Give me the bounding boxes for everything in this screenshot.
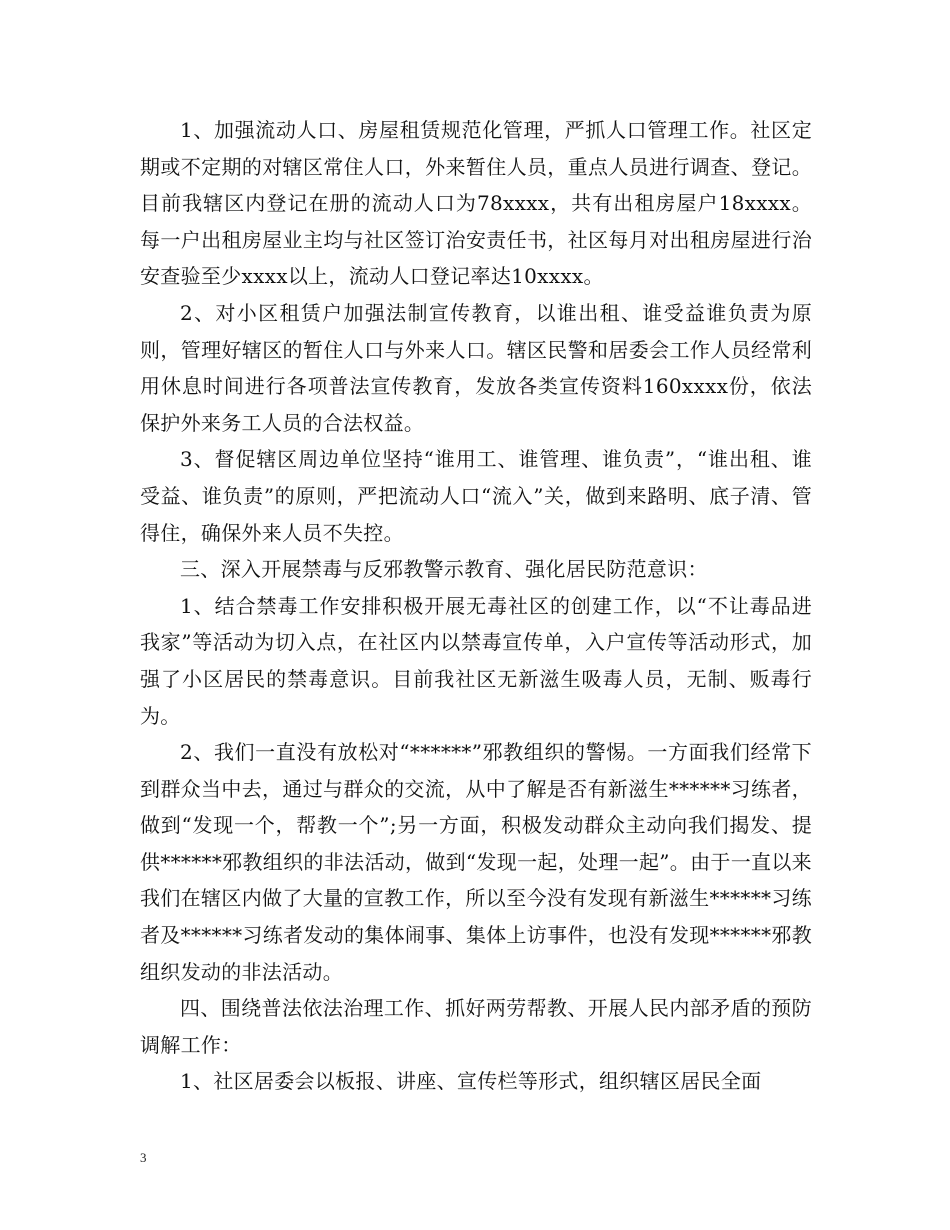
paragraph-residents-committee: 1、社区居委会以板报、讲座、宣传栏等形式，组织辖区居民全面 — [180, 1069, 762, 1094]
paragraph-population-management: 1、加强流动人口、房屋租赁规范化管理，严抓人口管理工作。社区定期或不定期的对辖区常住人口，外来暂住人员，重点人员进行调查、登记。目前我辖区内登记在册的流动人口为78xxxx，共有出租房屋户18xxxx。每一户出租房屋业主均与社区签订治安责任书，社区每月对出租房屋进行治安查验至少xxxx以上，流动人口登记率达10xxxx。 — [140, 118, 812, 289]
body-text — [140, 112, 812, 1100]
section-heading-legal-governance: 四、围绕普法依法治理工作、抓好两劳帮教、开展人民内部矛盾的预防调解工作： — [140, 996, 812, 1057]
paragraph-anti-cult-vigilance: 2、我们一直没有放松对“******”邪教组织的警惕。一方面我们经常下到群众当中去，通过与群众的交流，从中了解是否有新滋生******习练者，做到“发现一个，帮教一个”;另一方面，积极发动群众主动向我们揭发、提供******邪教组织的非法活动，做到“发现一起，处理一起”。由于一直以来我们在辖区内做了大量的宣教工作，所以至今没有发现有新滋生******习练者及******习练者发动的集体闹事、集体上访事件，也没有发现******邪教组织发动的非法活动。 — [140, 740, 812, 984]
section-heading-anti-drug: 三、深入开展禁毒与反邪教警示教育、强化居民防范意识： — [180, 557, 708, 582]
paragraph-drug-free-community: 1、结合禁毒工作安排积极开展无毒社区的创建工作，以“不让毒品进我家”等活动为切入点，在社区内以禁毒宣传单，入户宣传等活动形式，加强了小区居民的禁毒意识。目前我社区无新滋生吸毒人员，无制、贩毒行为。 — [140, 593, 812, 728]
page-number: 3 — [140, 1150, 147, 1165]
paragraph-unit-responsibility: 3、督促辖区周边单位坚持“谁用工、谁管理、谁负责”，“谁出租、谁受益、谁负责”的原则，严把流动人口“流入”关，做到来路明、底子清、管得住，确保外来人员不失控。 — [140, 447, 812, 545]
paragraph-tenant-education: 2、对小区租赁户加强法制宣传教育，以谁出租、谁受益谁负责为原则，管理好辖区的暂住人口与外来人口。辖区民警和居委会工作人员经常利用休息时间进行各项普法宣传教育，发放各类宣传资料160xxxx份，依法保护外来务工人员的合法权益。 — [140, 300, 812, 435]
